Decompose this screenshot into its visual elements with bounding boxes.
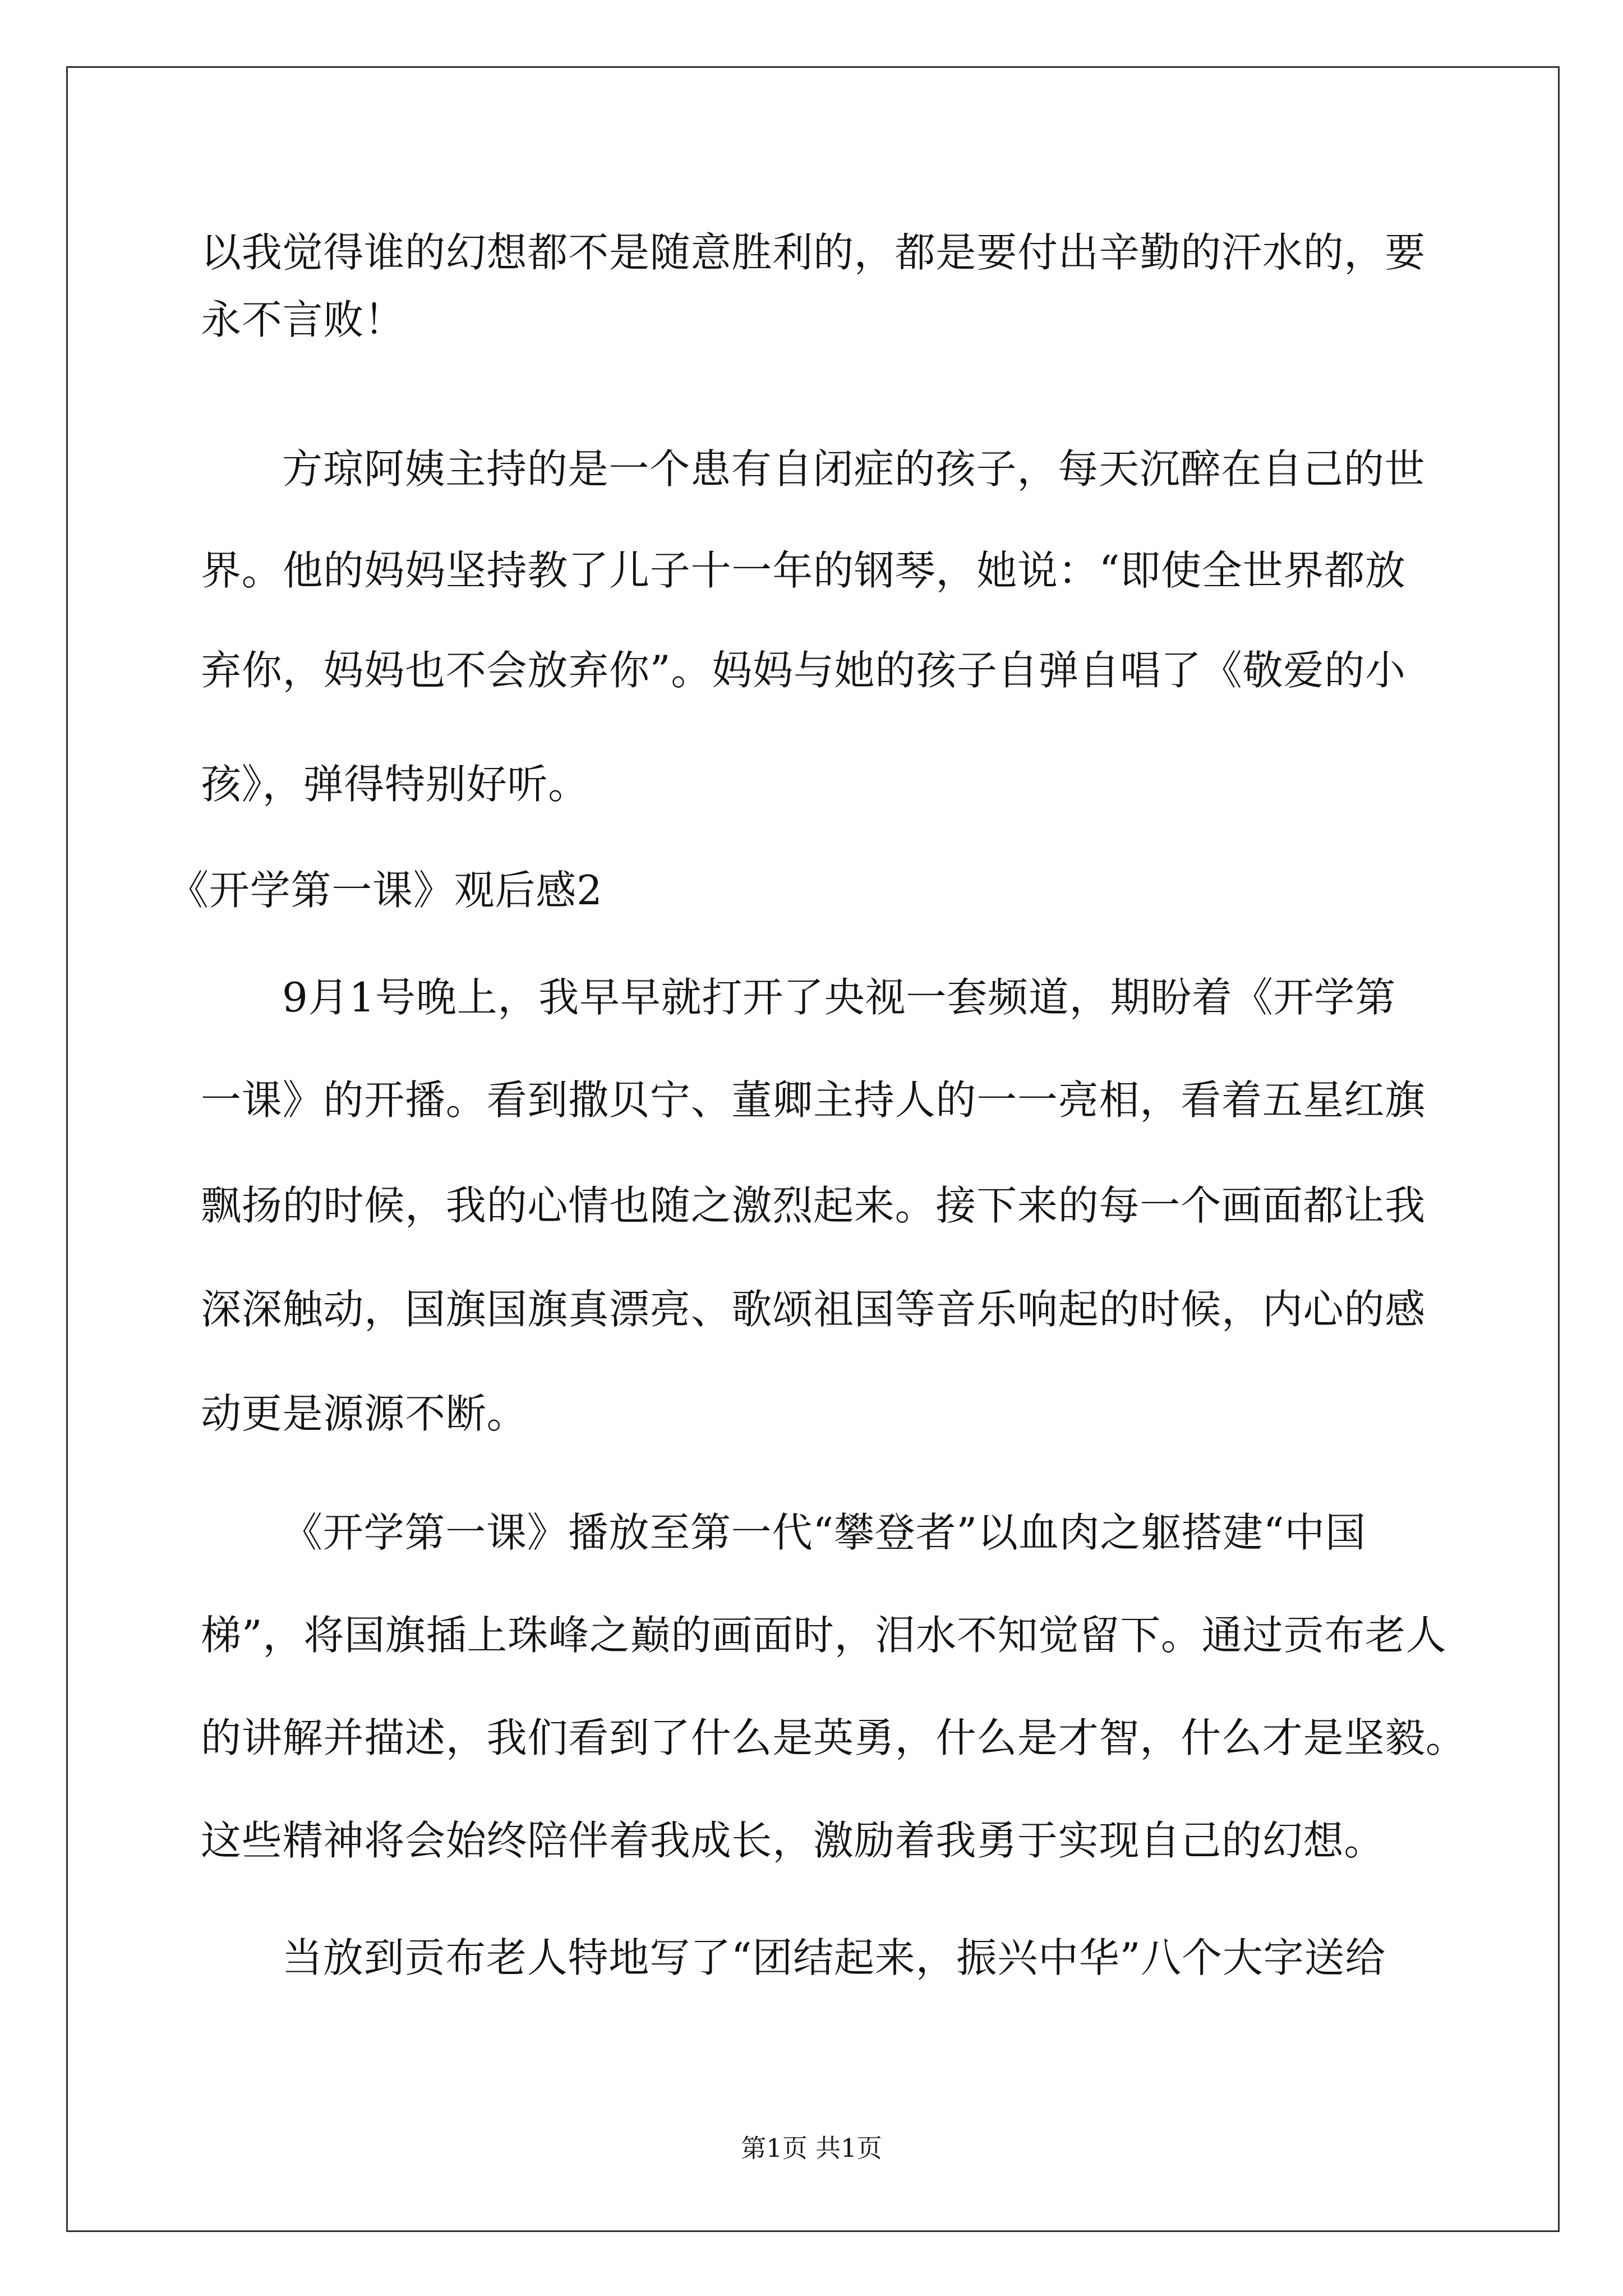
text-line: 永不言败！ [201, 296, 405, 343]
text-line: 弃你，妈妈也不会放弃你”。妈妈与她的孩子自弹自唱了《敬爱的小 [201, 647, 1406, 694]
text-line: 孩》，弹得特别好听。 [201, 761, 589, 808]
text-line: 一课》的开播。看到撒贝宁、董卿主持人的一一亮相，看着五星红旗 [201, 1076, 1426, 1124]
text-line: 深深触动，国旗国旗真漂亮、歌颂祖国等音乐响起的时候，内心的感 [201, 1286, 1426, 1333]
text-line: 的讲解并描述，我们看到了什么是英勇，什么是才智，什么才是坚毅。 [201, 1714, 1467, 1761]
section-title: 《开学第一课》观后感2 [168, 867, 603, 914]
page-footer: 第1页 共1页 [741, 2133, 882, 2163]
text-line: 动更是源源不断。 [201, 1390, 528, 1437]
text-line: 9月1号晚上，我早早就打开了央视一套频道，期盼着《开学第 [282, 974, 1396, 1021]
text-line: 以我觉得谁的幻想都不是随意胜利的，都是要付出辛勤的汗水的，要 [201, 229, 1426, 276]
text-line: 界。他的妈妈坚持教了儿子十一年的钢琴，她说：“即使全世界都放 [201, 547, 1406, 594]
page-border [66, 66, 1560, 2232]
text-line: 这些精神将会始终陪伴着我成长，激励着我勇于实现自己的幻想。 [201, 1817, 1385, 1864]
text-line: 《开学第一课》播放至第一代“攀登者”以血肉之躯搭建“中国 [282, 1509, 1366, 1556]
text-line: 飘扬的时候，我的心情也随之激烈起来。接下来的每一个画面都让我 [201, 1182, 1426, 1229]
text-line: 当放到贡布老人特地写了“团结起来，振兴中华”八个大字送给 [282, 1934, 1386, 1981]
text-line: 梯”，将国旗插上珠峰之巅的画面时，泪水不知觉留下。通过贡布老人 [201, 1612, 1447, 1659]
text-line: 方琼阿姨主持的是一个患有自闭症的孩子，每天沉醉在自己的世 [282, 445, 1426, 493]
